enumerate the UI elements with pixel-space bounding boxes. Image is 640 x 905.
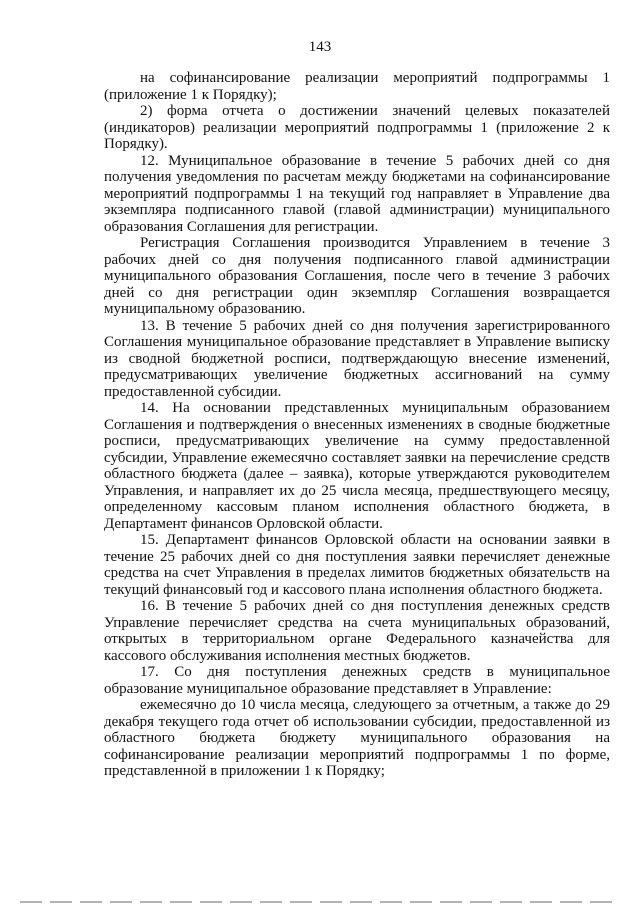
paragraph-3: 12. Муниципальное образование в течение 5 рабочих дней со дня получения уведомления по расчетам между бюджетами на софинансирование мероприятий подпрограммы 1 на текущий год направляет в Управление два экземпляра подписанного главой (главой администрации) муниципального образования Соглашения для регистрации. <box>104 152 610 235</box>
paragraph-6: 14. На основании представленных муниципальным образованием Соглашения и подтверждения о внесенных изменениях в сводные бюджетные росписи, предусматривающих увеличение на сумму предоставленной субсидии, Управление ежемесячно составляет заявки на перечисление средств областного бюджета (далее – заявка), которые утверждаются руководителем Управления, и направляет их до 25 числа месяца, предшествующего месяцу, определенному кассовым планом исполнения областного бюджета, в Департамент финансов Орловской области. <box>104 400 610 532</box>
paragraph-2: 2) форма отчета о достижении значений целевых показателей (индикаторов) реализации мероприятий подпрограммы 1 (приложение 2 к Порядку). <box>104 103 610 152</box>
paragraph-1: на софинансирование реализации мероприятий подпрограммы 1 (приложение 1 к Порядку); <box>104 70 610 103</box>
paragraph-4: Регистрация Соглашения производится Управлением в течение 3 рабочих дней со дня получения подписанного главой администрации муниципального образования Соглашения, после чего в течение 3 рабочих дней со дня регистрации один экземпляр Соглашения возвращается муниципальному образованию. <box>104 235 610 317</box>
page-number: 143 <box>308 39 332 55</box>
document-body <box>104 70 610 780</box>
paragraph-5: 13. В течение 5 рабочих дней со дня получения зарегистрированного Соглашения муниципальное образование представляет в Управление выписку из сводной бюджетной росписи, подтверждающую внесение изменений, предусматривающих увеличение бюджетных ассигнований на сумму предоставленной субсидии. <box>104 317 610 400</box>
scan-artifact-line <box>20 901 620 903</box>
paragraph-9: 17. Со дня поступления денежных средств в муниципальное образование муниципальное образование представляет в Управление: <box>104 664 610 697</box>
paragraph-8: 16. В течение 5 рабочих дней со дня поступления денежных средств Управление перечисляет средства на счета муниципальных образований, открытых в территориальном органе Федерального казначейства для кассового обслуживания исполнения местных бюджетов. <box>104 598 610 664</box>
paragraph-10: ежемесячно до 10 числа месяца, следующего за отчетным, а также до 29 декабря текущего года отчет об использовании субсидии, предоставленной из областного бюджета бюджету муниципального образования на софинансирование реализации мероприятий подпрограммы 1 по форме, представленной в приложении 1 к Порядку; <box>104 697 610 779</box>
paragraph-7: 15. Департамент финансов Орловской области на основании заявки в течение 25 рабочих дней со дня поступления заявки перечисляет денежные средства на счет Управления в пределах лимитов бюджетных обязательств на текущий финансовый год и кассового плана исполнения областного бюджета. <box>104 532 610 598</box>
